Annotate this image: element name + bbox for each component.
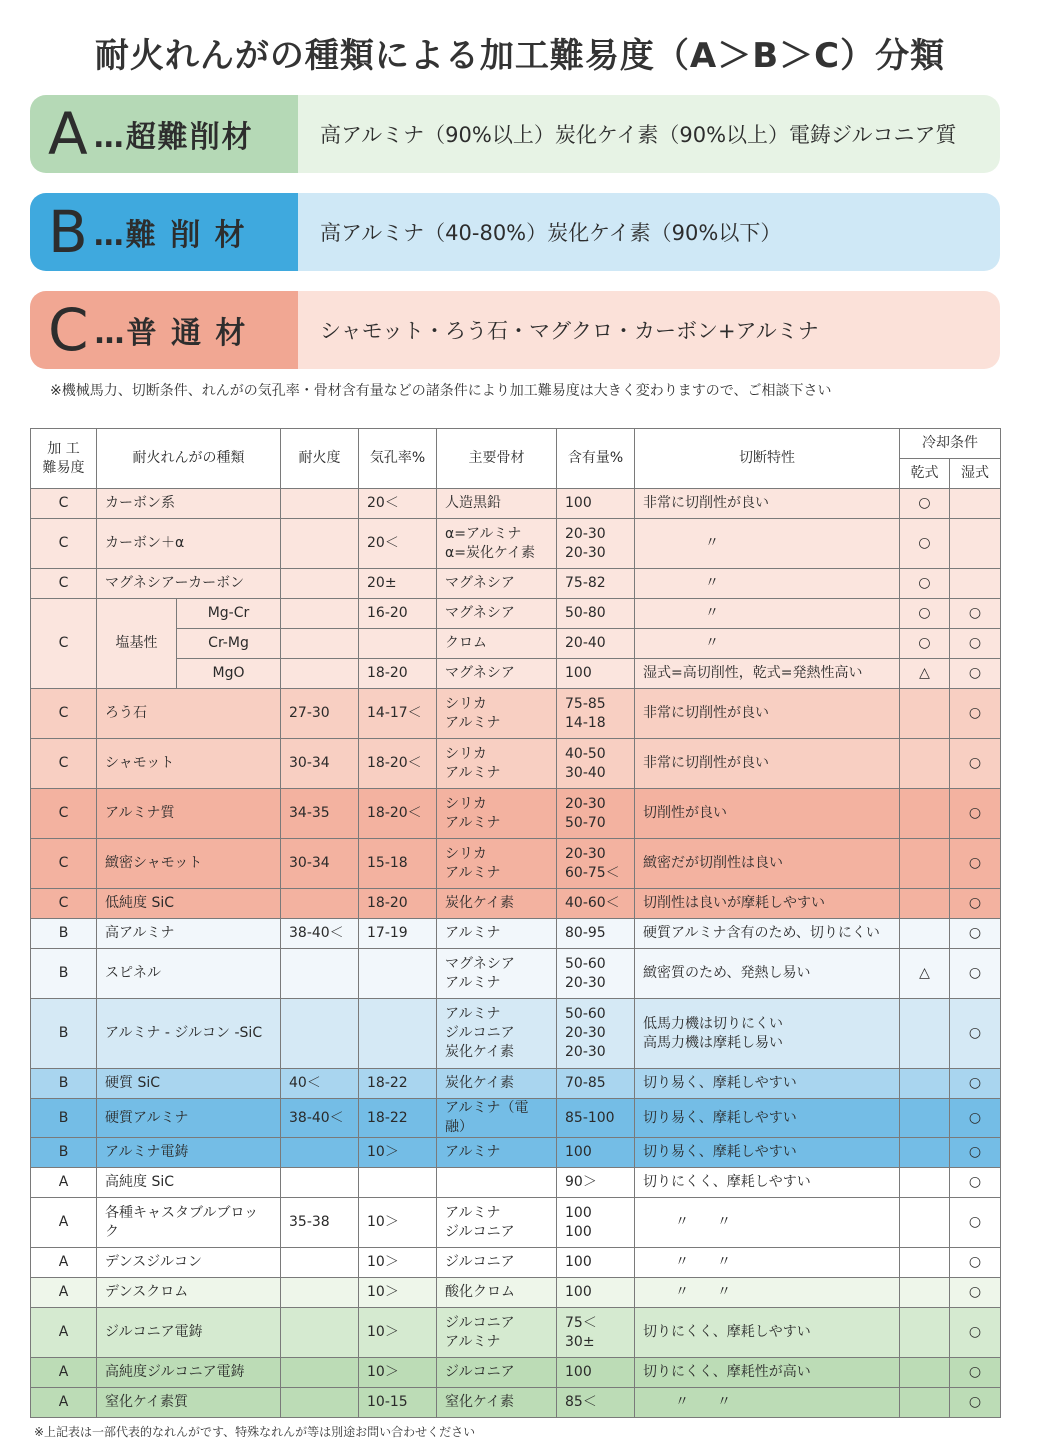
porosity-cell: 18-20＜ xyxy=(359,789,437,839)
porosity-cell xyxy=(359,629,437,659)
aggregate-cell: アルミナ xyxy=(437,919,557,949)
cutting-cell: 〃 xyxy=(635,519,900,569)
grade-cell: C xyxy=(31,739,97,789)
dry-cell: ○ xyxy=(900,489,950,519)
dry-cell: ○ xyxy=(900,629,950,659)
grade-cell: C xyxy=(31,489,97,519)
dry-cell: ○ xyxy=(900,519,950,569)
grade-cell: C xyxy=(31,689,97,739)
type-cell: スピネル xyxy=(97,949,281,999)
header-cutting: 切断特性 xyxy=(635,429,900,489)
category-description: 高アルミナ（40-80%）炭化ケイ素（90%以下） xyxy=(298,193,1000,271)
porosity-cell: 10＞ xyxy=(359,1358,437,1388)
content-cell: 100 xyxy=(557,1138,635,1168)
header-difficulty: 加 工 難易度 xyxy=(31,429,97,489)
wet-cell: ○ xyxy=(950,889,1001,919)
type-cell: 窒化ケイ素質 xyxy=(97,1388,281,1418)
wet-cell: ○ xyxy=(950,1099,1001,1138)
porosity-cell: 15-18 xyxy=(359,839,437,889)
table-row xyxy=(31,1198,1001,1248)
dry-cell: ○ xyxy=(900,569,950,599)
table-row xyxy=(31,1138,1001,1168)
content-cell: 100 100 xyxy=(557,1198,635,1248)
table-row xyxy=(31,689,1001,739)
subtype-cell: MgO xyxy=(177,659,281,689)
category-band-a xyxy=(30,95,1000,173)
refractoriness-cell xyxy=(281,999,359,1069)
cutting-cell: 切りにくく、摩耗性が高い xyxy=(635,1358,900,1388)
header-porosity: 気孔率% xyxy=(359,429,437,489)
dry-cell xyxy=(900,839,950,889)
type-cell: カーボン＋α xyxy=(97,519,281,569)
wet-cell: ○ xyxy=(950,1358,1001,1388)
dry-cell xyxy=(900,1278,950,1308)
cutting-cell: 〃 xyxy=(635,569,900,599)
wet-cell: ○ xyxy=(950,1388,1001,1418)
type-cell: 硬質 SiC xyxy=(97,1069,281,1099)
wet-cell: ○ xyxy=(950,1248,1001,1278)
refractoriness-cell xyxy=(281,1248,359,1278)
dry-cell xyxy=(900,1198,950,1248)
porosity-cell: 18-20 xyxy=(359,659,437,689)
wet-cell: ○ xyxy=(950,1138,1001,1168)
content-cell: 100 xyxy=(557,1358,635,1388)
wet-cell: ○ xyxy=(950,1308,1001,1358)
type-cell: デンスクロム xyxy=(97,1278,281,1308)
header-wet: 湿式 xyxy=(950,459,1001,489)
refractoriness-cell xyxy=(281,1388,359,1418)
content-cell: 100 xyxy=(557,659,635,689)
table-row xyxy=(31,659,1001,689)
dry-cell: △ xyxy=(900,949,950,999)
content-cell: 90＞ xyxy=(557,1168,635,1198)
type-cell: マグネシアーカーボン xyxy=(97,569,281,599)
dry-cell xyxy=(900,739,950,789)
cutting-cell: 低馬力機は切りにくい 高馬力機は摩耗し易い xyxy=(635,999,900,1069)
subtype-cell: Mg-Cr xyxy=(177,599,281,629)
wet-cell xyxy=(950,569,1001,599)
table-row xyxy=(31,839,1001,889)
content-cell: 50-60 20-30 20-30 xyxy=(557,999,635,1069)
dry-cell xyxy=(900,1248,950,1278)
wet-cell xyxy=(950,489,1001,519)
cutting-cell: 硬質アルミナ含有のため、切りにくい xyxy=(635,919,900,949)
grade-cell: B xyxy=(31,1138,97,1168)
content-cell: 75＜ 30± xyxy=(557,1308,635,1358)
cutting-cell: 切削性が良い xyxy=(635,789,900,839)
cutting-cell: 湿式=高切削性，乾式=発熱性高い xyxy=(635,659,900,689)
type-cell: 高純度ジルコニア電鋳 xyxy=(97,1358,281,1388)
cutting-cell: 切り易く、摩耗しやすい xyxy=(635,1099,900,1138)
refractoriness-cell: 38-40＜ xyxy=(281,1099,359,1138)
grade-cell: C xyxy=(31,569,97,599)
wet-cell: ○ xyxy=(950,999,1001,1069)
page-title: 耐火れんがの種類による加工難易度（A＞B＞C）分類 xyxy=(94,36,946,76)
grade-cell: A xyxy=(31,1358,97,1388)
table-body xyxy=(31,489,1001,1418)
cutting-cell: 〃 xyxy=(635,629,900,659)
table-row xyxy=(31,569,1001,599)
refractoriness-cell: 27-30 xyxy=(281,689,359,739)
content-cell: 100 xyxy=(557,1248,635,1278)
content-cell: 50-80 xyxy=(557,599,635,629)
table-header xyxy=(31,429,1001,489)
aggregate-cell: マグネシア xyxy=(437,569,557,599)
refractoriness-cell xyxy=(281,599,359,629)
aggregate-cell xyxy=(437,1168,557,1198)
table-row xyxy=(31,999,1001,1069)
refractoriness-cell xyxy=(281,489,359,519)
category-band-c xyxy=(30,291,1000,369)
type-cell: 高アルミナ xyxy=(97,919,281,949)
header-aggregate: 主要骨材 xyxy=(437,429,557,489)
category-name: …普 通 材 xyxy=(94,316,248,351)
grade-cell: C xyxy=(31,519,97,569)
table-row xyxy=(31,889,1001,919)
grade-cell: B xyxy=(31,1099,97,1138)
aggregate-cell: ジルコニア xyxy=(437,1248,557,1278)
table-row xyxy=(31,1248,1001,1278)
grade-cell: C xyxy=(31,839,97,889)
table-row xyxy=(31,1069,1001,1099)
aggregate-cell: アルミナ xyxy=(437,1138,557,1168)
porosity-cell: 10＞ xyxy=(359,1278,437,1308)
dry-cell xyxy=(900,999,950,1069)
category-letter: C xyxy=(48,296,89,364)
refractoriness-cell xyxy=(281,519,359,569)
table-row xyxy=(31,1308,1001,1358)
category-name: …超難削材 xyxy=(93,120,254,155)
grade-cell: A xyxy=(31,1248,97,1278)
header-content: 含有量% xyxy=(557,429,635,489)
porosity-cell: 16-20 xyxy=(359,599,437,629)
table-row xyxy=(31,1388,1001,1418)
content-cell: 100 xyxy=(557,489,635,519)
aggregate-cell: 炭化ケイ素 xyxy=(437,1069,557,1099)
table-row xyxy=(31,1278,1001,1308)
content-cell: 40-50 30-40 xyxy=(557,739,635,789)
porosity-cell: 20± xyxy=(359,569,437,599)
grade-cell: A xyxy=(31,1388,97,1418)
header-type: 耐火れんがの種類 xyxy=(97,429,281,489)
dry-cell xyxy=(900,1069,950,1099)
note-top: ※機械馬力、切断条件、れんがの気孔率・骨材含有量などの諸条件により加工難易度は大きく変わりますので、ご相談下さい xyxy=(50,383,832,399)
cutting-cell: 〃 xyxy=(635,599,900,629)
table-row xyxy=(31,599,1001,629)
dry-cell xyxy=(900,789,950,839)
content-cell: 50-60 20-30 xyxy=(557,949,635,999)
wet-cell: ○ xyxy=(950,919,1001,949)
table-row xyxy=(31,789,1001,839)
type-cell: アルミナ電鋳 xyxy=(97,1138,281,1168)
porosity-cell: 18-22 xyxy=(359,1069,437,1099)
porosity-cell: 10＞ xyxy=(359,1308,437,1358)
aggregate-cell: 窒化ケイ素 xyxy=(437,1388,557,1418)
type-cell: 高純度 SiC xyxy=(97,1168,281,1198)
category-letter: A xyxy=(48,100,88,168)
refractoriness-cell xyxy=(281,629,359,659)
aggregate-cell: 人造黒鉛 xyxy=(437,489,557,519)
cutting-cell: 〃 〃 xyxy=(635,1388,900,1418)
content-cell: 80-95 xyxy=(557,919,635,949)
content-cell: 20-40 xyxy=(557,629,635,659)
wet-cell xyxy=(950,519,1001,569)
dry-cell xyxy=(900,1168,950,1198)
porosity-cell xyxy=(359,949,437,999)
grade-cell: A xyxy=(31,1278,97,1308)
wet-cell: ○ xyxy=(950,1278,1001,1308)
dry-cell xyxy=(900,689,950,739)
wet-cell: ○ xyxy=(950,599,1001,629)
content-cell: 40-60＜ xyxy=(557,889,635,919)
refractoriness-cell xyxy=(281,1278,359,1308)
header-dry: 乾式 xyxy=(900,459,950,489)
porosity-cell: 17-19 xyxy=(359,919,437,949)
dry-cell xyxy=(900,1388,950,1418)
category-band-b xyxy=(30,193,1000,271)
dry-cell xyxy=(900,889,950,919)
aggregate-cell: ジルコニア アルミナ xyxy=(437,1308,557,1358)
dry-cell xyxy=(900,919,950,949)
porosity-cell xyxy=(359,1168,437,1198)
type-cell: アルミナ質 xyxy=(97,789,281,839)
table-row xyxy=(31,919,1001,949)
wet-cell: ○ xyxy=(950,789,1001,839)
wet-cell: ○ xyxy=(950,739,1001,789)
content-cell: 20-30 60-75＜ xyxy=(557,839,635,889)
dry-cell: △ xyxy=(900,659,950,689)
wet-cell: ○ xyxy=(950,949,1001,999)
brick-table xyxy=(30,428,1001,1418)
refractoriness-cell: 40＜ xyxy=(281,1069,359,1099)
cutting-cell: 〃 〃 xyxy=(635,1278,900,1308)
content-cell: 100 xyxy=(557,1278,635,1308)
dry-cell xyxy=(900,1308,950,1358)
table-row xyxy=(31,949,1001,999)
grade-cell: B xyxy=(31,999,97,1069)
cutting-cell: 〃 〃 xyxy=(635,1248,900,1278)
wet-cell: ○ xyxy=(950,1168,1001,1198)
wet-cell: ○ xyxy=(950,659,1001,689)
cutting-cell: 切りにくく、摩耗しやすい xyxy=(635,1168,900,1198)
refractoriness-cell xyxy=(281,949,359,999)
porosity-cell: 10＞ xyxy=(359,1138,437,1168)
refractoriness-cell xyxy=(281,569,359,599)
porosity-cell: 18-20 xyxy=(359,889,437,919)
refractoriness-cell: 38-40＜ xyxy=(281,919,359,949)
porosity-cell: 10＞ xyxy=(359,1198,437,1248)
content-cell: 75-85 14-18 xyxy=(557,689,635,739)
grade-cell: A xyxy=(31,1168,97,1198)
refractoriness-cell xyxy=(281,1168,359,1198)
porosity-cell: 20＜ xyxy=(359,519,437,569)
content-cell: 75-82 xyxy=(557,569,635,599)
refractoriness-cell: 30-34 xyxy=(281,739,359,789)
cutting-cell: 緻密だが切削性は良い xyxy=(635,839,900,889)
table-row xyxy=(31,1168,1001,1198)
cutting-cell: 切削性は良いが摩耗しやすい xyxy=(635,889,900,919)
header-refractoriness: 耐火度 xyxy=(281,429,359,489)
dry-cell xyxy=(900,1138,950,1168)
refractoriness-cell xyxy=(281,889,359,919)
wet-cell: ○ xyxy=(950,689,1001,739)
grade-cell: B xyxy=(31,919,97,949)
subtype-cell: Cr-Mg xyxy=(177,629,281,659)
category-name: …難 削 材 xyxy=(93,218,247,253)
type-cell: シャモット xyxy=(97,739,281,789)
refractoriness-cell xyxy=(281,1308,359,1358)
cutting-cell: 緻密質のため、発熱し易い xyxy=(635,949,900,999)
table-row xyxy=(31,489,1001,519)
refractoriness-cell xyxy=(281,659,359,689)
header-cooling: 冷却条件 xyxy=(900,429,1001,459)
table-row xyxy=(31,629,1001,659)
porosity-cell: 10-15 xyxy=(359,1388,437,1418)
grade-cell: A xyxy=(31,1198,97,1248)
refractoriness-cell xyxy=(281,1138,359,1168)
aggregate-cell: 酸化クロム xyxy=(437,1278,557,1308)
aggregate-cell: シリカ アルミナ xyxy=(437,789,557,839)
wet-cell: ○ xyxy=(950,839,1001,889)
cutting-cell: 非常に切削性が良い xyxy=(635,489,900,519)
grade-cell: B xyxy=(31,1069,97,1099)
aggregate-cell: クロム xyxy=(437,629,557,659)
aggregate-cell: ジルコニア xyxy=(437,1358,557,1388)
table-row xyxy=(31,1358,1001,1388)
aggregate-cell: アルミナ（電融） xyxy=(437,1099,557,1138)
cutting-cell: 〃 〃 xyxy=(635,1198,900,1248)
porosity-cell: 10＞ xyxy=(359,1248,437,1278)
aggregate-cell: アルミナ ジルコニア xyxy=(437,1198,557,1248)
dry-cell xyxy=(900,1358,950,1388)
type-cell: デンスジルコン xyxy=(97,1248,281,1278)
cutting-cell: 切りにくく、摩耗しやすい xyxy=(635,1308,900,1358)
category-description: 高アルミナ（90%以上）炭化ケイ素（90%以上）電鋳ジルコニア質 xyxy=(298,95,1000,173)
table-row xyxy=(31,739,1001,789)
refractoriness-cell: 35-38 xyxy=(281,1198,359,1248)
type-cell: 低純度 SiC xyxy=(97,889,281,919)
grade-cell: A xyxy=(31,1308,97,1358)
grade-cell: C xyxy=(31,789,97,839)
type-cell: アルミナ - ジルコン -SiC xyxy=(97,999,281,1069)
aggregate-cell: アルミナ ジルコニア 炭化ケイ素 xyxy=(437,999,557,1069)
refractoriness-cell xyxy=(281,1358,359,1388)
type-cell: 硬質アルミナ xyxy=(97,1099,281,1138)
note-bottom: ※上記表は一部代表的なれんがです、特殊なれんが等は別途お問い合わせください xyxy=(34,1425,476,1439)
aggregate-cell: マグネシア xyxy=(437,599,557,629)
refractoriness-cell: 30-34 xyxy=(281,839,359,889)
aggregate-cell: マグネシア アルミナ xyxy=(437,949,557,999)
aggregate-cell: 炭化ケイ素 xyxy=(437,889,557,919)
cutting-cell: 非常に切削性が良い xyxy=(635,739,900,789)
table-row xyxy=(31,1099,1001,1138)
wet-cell: ○ xyxy=(950,1198,1001,1248)
porosity-cell: 20＜ xyxy=(359,489,437,519)
cutting-cell: 非常に切削性が良い xyxy=(635,689,900,739)
dry-cell: ○ xyxy=(900,599,950,629)
type-cell: 緻密シャモット xyxy=(97,839,281,889)
category-letter: B xyxy=(48,198,88,266)
grade-cell: C xyxy=(31,889,97,919)
content-cell: 70-85 xyxy=(557,1069,635,1099)
content-cell: 20-30 50-70 xyxy=(557,789,635,839)
cutting-cell: 切り易く、摩耗しやすい xyxy=(635,1138,900,1168)
cutting-cell: 切り易く、摩耗しやすい xyxy=(635,1069,900,1099)
grade-cell: C xyxy=(31,599,97,689)
type-cell: ジルコニア電鋳 xyxy=(97,1308,281,1358)
porosity-cell: 14-17＜ xyxy=(359,689,437,739)
aggregate-cell: シリカ アルミナ xyxy=(437,689,557,739)
content-cell: 20-30 20-30 xyxy=(557,519,635,569)
content-cell: 85＜ xyxy=(557,1388,635,1418)
category-description: シャモット・ろう石・マグクロ・カーボン+アルミナ xyxy=(298,291,1000,369)
type-cell: ろう石 xyxy=(97,689,281,739)
aggregate-cell: シリカ アルミナ xyxy=(437,739,557,789)
aggregate-cell: シリカ アルミナ xyxy=(437,839,557,889)
refractoriness-cell: 34-35 xyxy=(281,789,359,839)
porosity-cell xyxy=(359,999,437,1069)
aggregate-cell: マグネシア xyxy=(437,659,557,689)
porosity-cell: 18-20＜ xyxy=(359,739,437,789)
content-cell: 85-100 xyxy=(557,1099,635,1138)
grade-cell: B xyxy=(31,949,97,999)
porosity-cell: 18-22 xyxy=(359,1099,437,1138)
type-cell: 塩基性 xyxy=(97,599,177,689)
aggregate-cell: α=アルミナ α=炭化ケイ素 xyxy=(437,519,557,569)
dry-cell xyxy=(900,1099,950,1138)
table-row xyxy=(31,519,1001,569)
type-cell: カーボン系 xyxy=(97,489,281,519)
type-cell: 各種キャスタブルブロック xyxy=(97,1198,281,1248)
wet-cell: ○ xyxy=(950,629,1001,659)
wet-cell: ○ xyxy=(950,1069,1001,1099)
